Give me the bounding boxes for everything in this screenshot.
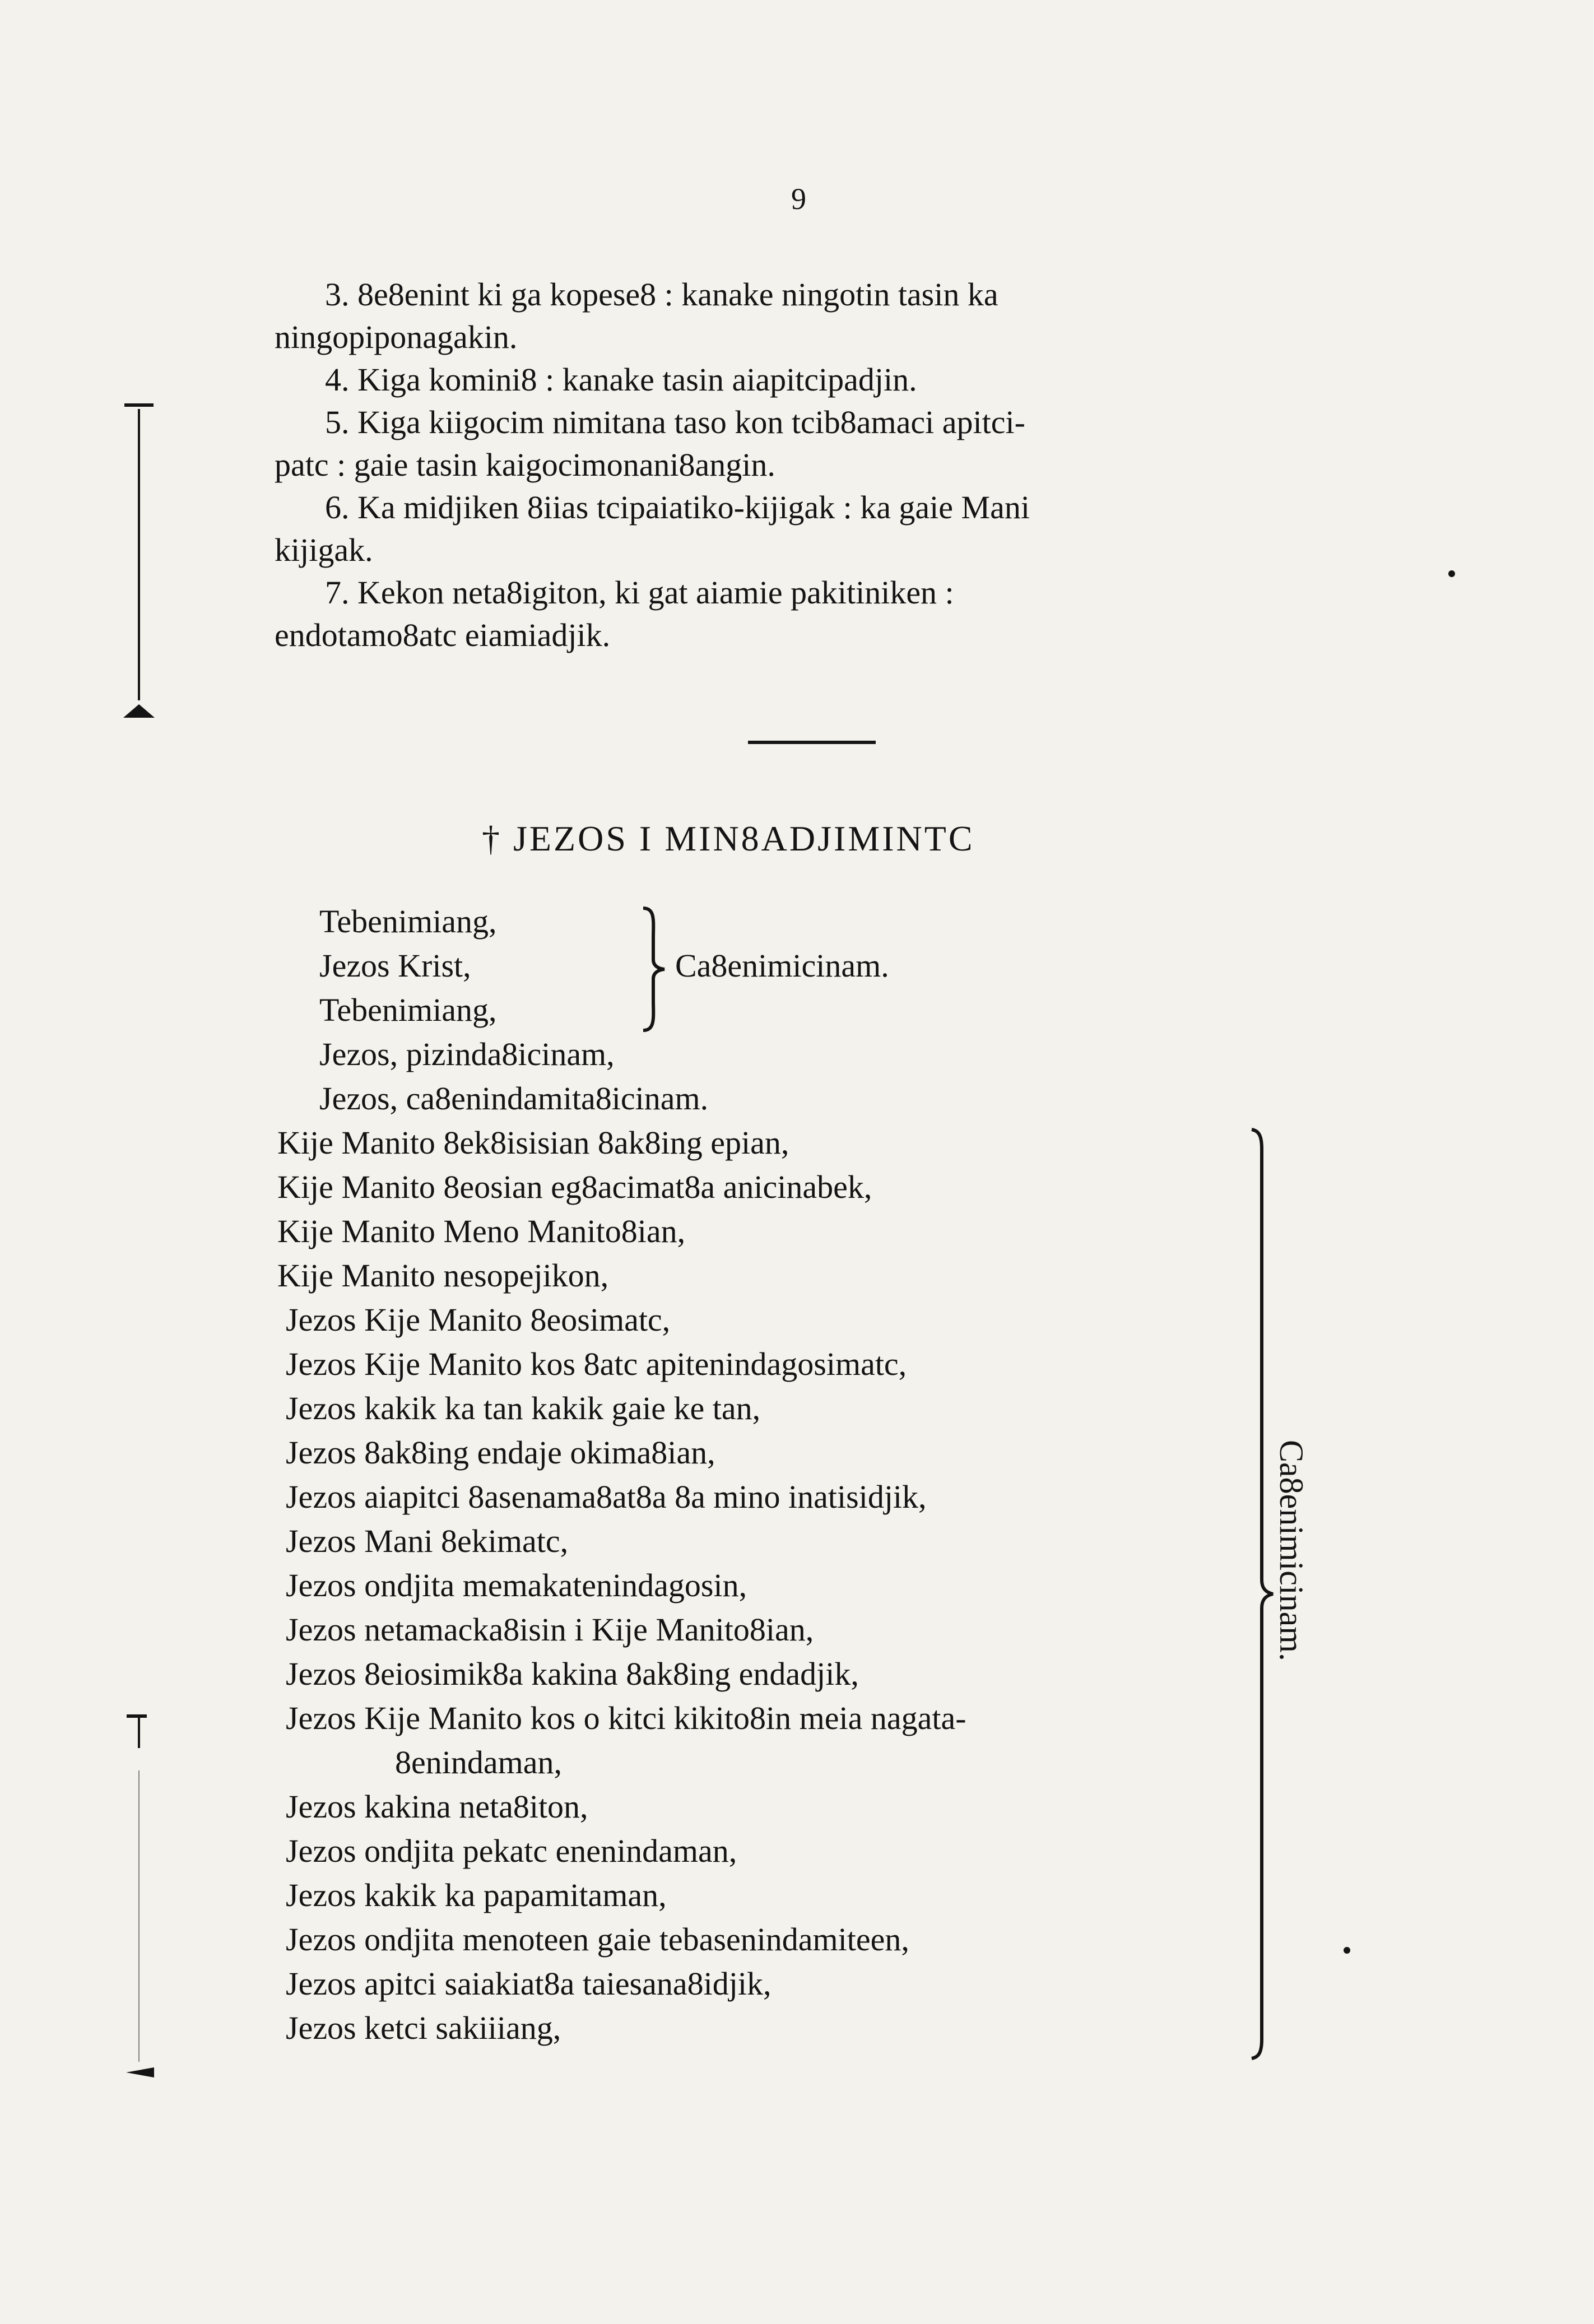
- litany-line: Jezos 8eiosimik8a kakina 8ak8ing endadjik,: [286, 1656, 859, 1692]
- margin-arrow-icon: [123, 703, 155, 720]
- litany-line: Jezos Kije Manito 8eosimatc,: [286, 1302, 671, 1338]
- litany-line: Jezos 8ak8ing endaje okima8ian,: [286, 1434, 715, 1471]
- verse-line: ningopiponagakin.: [275, 319, 518, 355]
- verse-line: 7. Kekon neta8igiton, ki gat aiamie pakitiniken :: [325, 574, 954, 611]
- verse-line: patc : gaie tasin kaigocimonani8angin.: [275, 447, 775, 483]
- litany-line: Jezos ondjita menoteen gaie tebasenindamiteen,: [286, 1921, 909, 1958]
- litany-line: Jezos Kije Manito kos o kitci kikito8in meia nagata-: [286, 1700, 966, 1736]
- litany-line: Kije Manito nesopejikon,: [277, 1257, 609, 1294]
- margin-tick: [127, 1714, 147, 1718]
- litany-line: Kije Manito Meno Manito8ian,: [277, 1213, 686, 1249]
- litany-line: Jezos ondjita pekatc enenindaman,: [286, 1833, 737, 1869]
- page-number: 9: [791, 182, 806, 216]
- invocation-line: Jezos, pizinda8icinam,: [319, 1036, 615, 1072]
- invocation-line: Jezos Krist,: [319, 947, 471, 984]
- litany-line: Jezos kakina neta8iton,: [286, 1788, 588, 1825]
- verse-line: 6. Ka midjiken 8iias tcipaiatiko-kijigak : ka gaie Mani: [325, 489, 1030, 526]
- litany-line: Jezos Kije Manito kos 8atc apitenindagosimatc,: [286, 1346, 907, 1382]
- margin-line-faint: [138, 1770, 140, 2062]
- curly-brace-icon: [639, 905, 672, 1034]
- margin-line: [138, 1714, 140, 1748]
- litany-line: Jezos kakik ka papamitaman,: [286, 1877, 667, 1913]
- section-divider: [748, 741, 876, 744]
- litany-line: 8enindaman,: [395, 1744, 562, 1781]
- invocation-line: Jezos, ca8enindamita8icinam.: [319, 1080, 709, 1117]
- stray-mark: [1448, 570, 1455, 577]
- litany-line: Jezos netamacka8isin i Kije Manito8ian,: [286, 1611, 814, 1648]
- verse-line: kijigak.: [275, 532, 373, 568]
- verse-line: endotamo8atc eiamiadjik.: [275, 617, 611, 653]
- invocation-line: Tebenimiang,: [319, 992, 497, 1028]
- margin-arrow-icon: [126, 2067, 154, 2077]
- litany-line: Jezos aiapitci 8asenama8at8a 8a mino inatisidjik,: [286, 1479, 927, 1515]
- litany-line: Kije Manito 8ek8isisian 8ak8ing epian,: [277, 1124, 789, 1161]
- verse-line: 5. Kiga kiigocim nimitana taso kon tcib8amaci apitci-: [325, 404, 1025, 440]
- litany-response: Ca8enimicinam.: [1273, 1440, 1310, 1661]
- litany-line: Kije Manito 8eosian eg8acimat8a anicinabek,: [277, 1169, 872, 1205]
- verse-line: 3. 8e8enint ki ga kopese8 : kanake ningotin tasin ka: [325, 276, 998, 313]
- litany-line: Jezos Mani 8ekimatc,: [286, 1523, 569, 1559]
- litany-line: Jezos kakik ka tan kakik gaie ke tan,: [286, 1390, 761, 1426]
- brace-response: Ca8enimicinam.: [675, 947, 889, 984]
- litany-line: Jezos apitci saiakiat8a taiesana8idjik,: [286, 1965, 772, 2002]
- verse-line: 4. Kiga komini8 : kanake tasin aiapitcipadjin.: [325, 361, 917, 398]
- margin-line: [138, 409, 140, 700]
- litany-line: Jezos ondjita memakatenindagosin,: [286, 1567, 747, 1603]
- margin-tick: [124, 403, 154, 407]
- stray-mark: [1344, 1947, 1350, 1954]
- section-heading: † JEZOS I MIN8ADJIMINTC: [482, 819, 975, 858]
- invocation-line: Tebenimiang,: [319, 903, 497, 940]
- litany-line: Jezos ketci sakiiiang,: [286, 2010, 561, 2046]
